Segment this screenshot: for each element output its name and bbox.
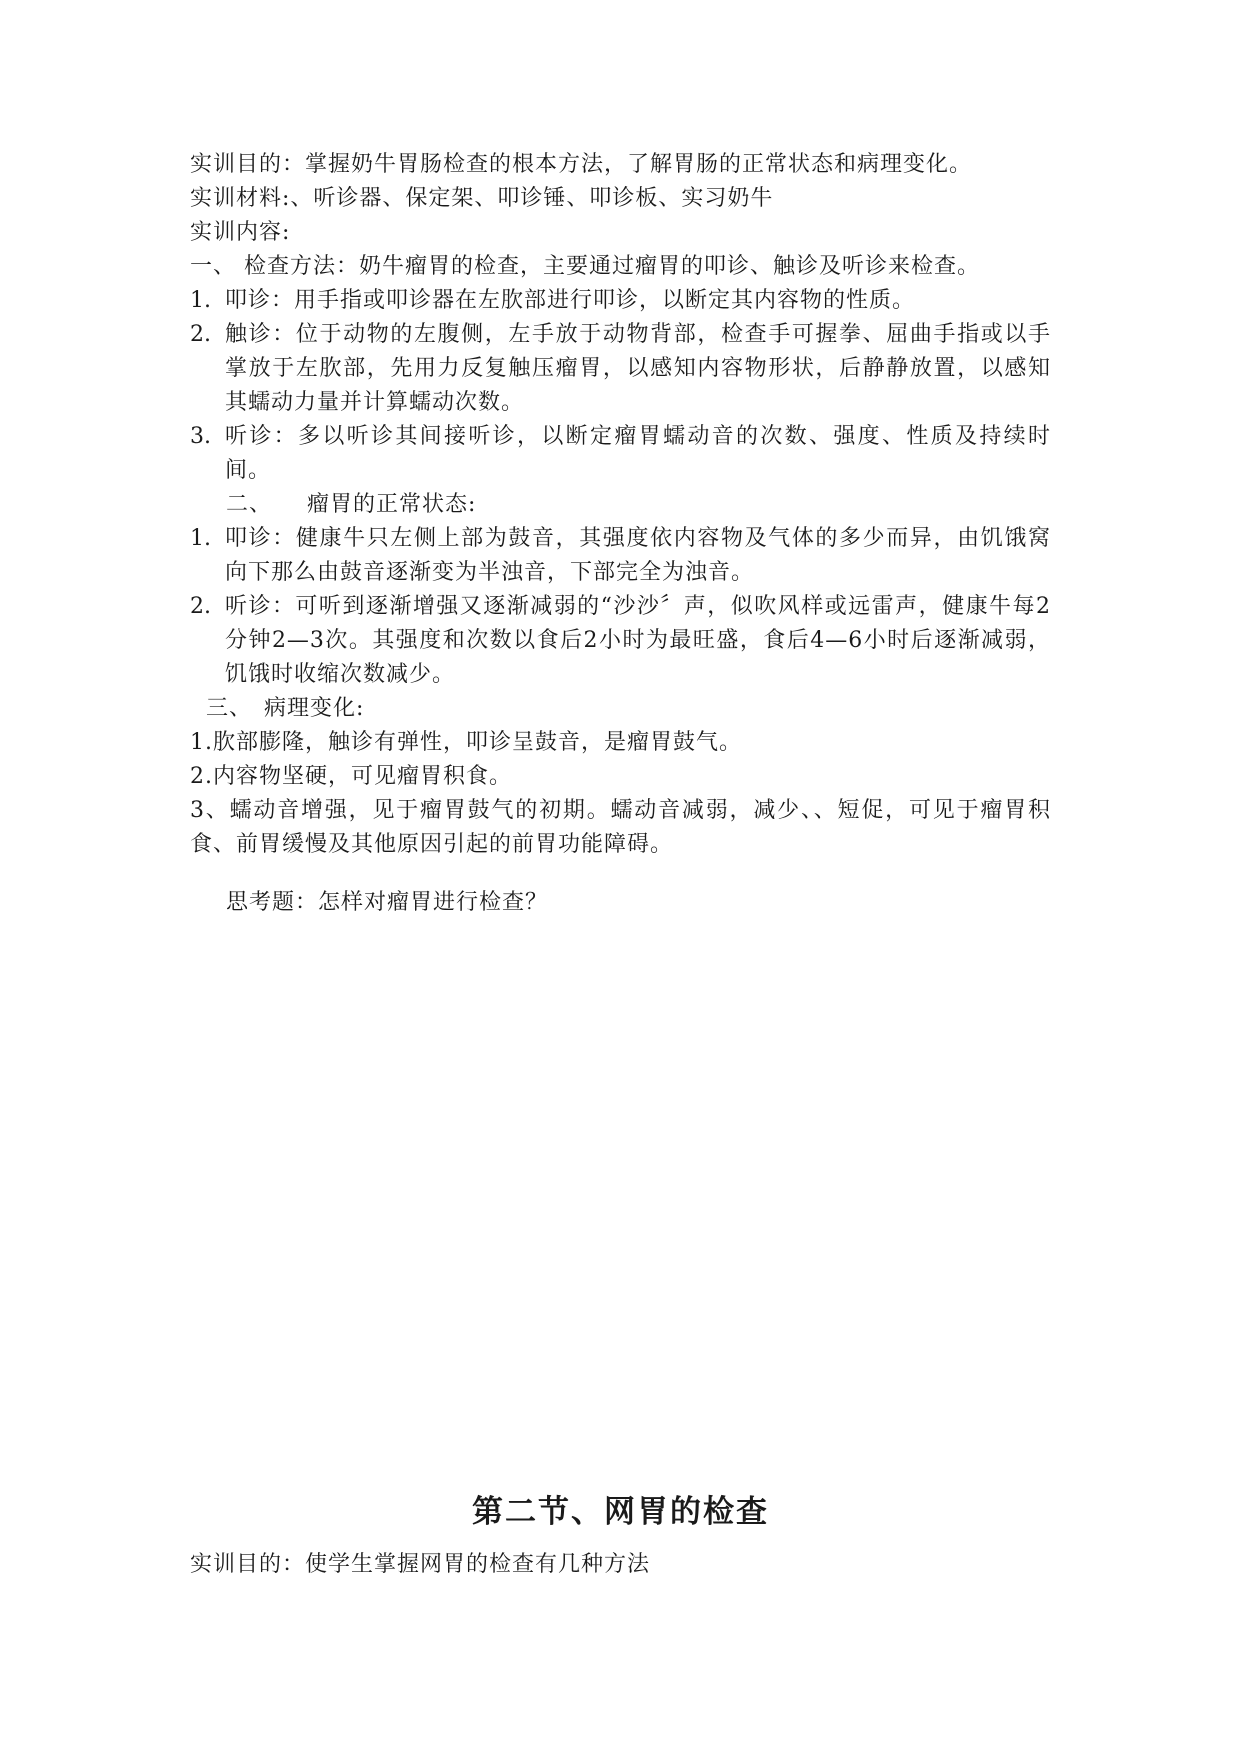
section2-item2-text: 听诊：可听到逐渐增强又逐渐减弱的“沙沙〞声，似吹风样或远雷声，健康牛每2分钟2—3次。其强度和次数以食后2小时为最旺盛，食后4—6小时后逐渐减弱，饥饿时收缩次数减少。 bbox=[225, 594, 1051, 687]
section1-item1-text: 叩诊：用手指或叩诊器在左肷部进行叩诊，以断定其内容物的性质。 bbox=[225, 288, 916, 313]
materials-line: 实训材料:、听诊器、保定架、叩诊锤、叩诊板、实习奶牛 bbox=[190, 186, 774, 211]
content-label: 实训内容: bbox=[190, 220, 291, 245]
section2-item1-text: 叩诊：健康牛只左侧上部为鼓音，其强度依内容物及气体的多少而异，由饥饿窝向下那么由鼓音逐渐变为半浊音，下部完全为浊音。 bbox=[225, 526, 1051, 585]
section1-item3-text: 听诊：多以听诊其间接听诊，以断定瘤胃蠕动音的次数、强度、性质及持续时间。 bbox=[225, 424, 1051, 483]
section3-item1: 1.肷部膨隆，触诊有弹性，叩诊呈鼓音，是瘤胃鼓气。 bbox=[190, 730, 742, 755]
section2-title: 二、 瘤胃的正常状态: bbox=[226, 492, 477, 517]
section3-item3: 3、蠕动音增强，见于瘤胃鼓气的初期。蠕动音减弱，减少、、短促，可见于瘤胃积食、前胃缓慢及其他原因引起的前胃功能障碍。 bbox=[190, 798, 1051, 857]
section-heading: 第二节、网胃的检查 bbox=[472, 1494, 769, 1530]
question-line: 思考题：怎样对瘤胃进行检查？ bbox=[226, 890, 549, 915]
section3-item2: 2.内容物坚硬，可见瘤胃积食。 bbox=[190, 764, 512, 789]
section1-title: 一、 检查方法：奶牛瘤胃的检查，主要通过瘤胃的叩诊、触诊及听诊来检查。 bbox=[190, 254, 980, 279]
section1-item3-number: 3. bbox=[190, 424, 211, 449]
section3-title: 三、 病理变化: bbox=[206, 696, 365, 721]
section2-item1-number: 1. bbox=[190, 526, 211, 551]
next-objective-line: 实训目的：使学生掌握网胃的检查有几种方法 bbox=[190, 1552, 651, 1577]
section1-item2-number: 2. bbox=[190, 322, 211, 347]
section2-item2-number: 2. bbox=[190, 594, 211, 619]
section1-item1-number: 1. bbox=[190, 288, 211, 313]
section1-item2-text: 触诊：位于动物的左腹侧，左手放于动物背部，检查手可握拳、屈曲手指或以手掌放于左肷部，先用力反复触压瘤胃，以感知内容物形状，后静静放置，以感知其蠕动力量并计算蠕动次数。 bbox=[225, 322, 1051, 415]
objective-line: 实训目的：掌握奶牛胃肠检查的根本方法，了解胃肠的正常状态和病理变化。 bbox=[190, 152, 973, 177]
